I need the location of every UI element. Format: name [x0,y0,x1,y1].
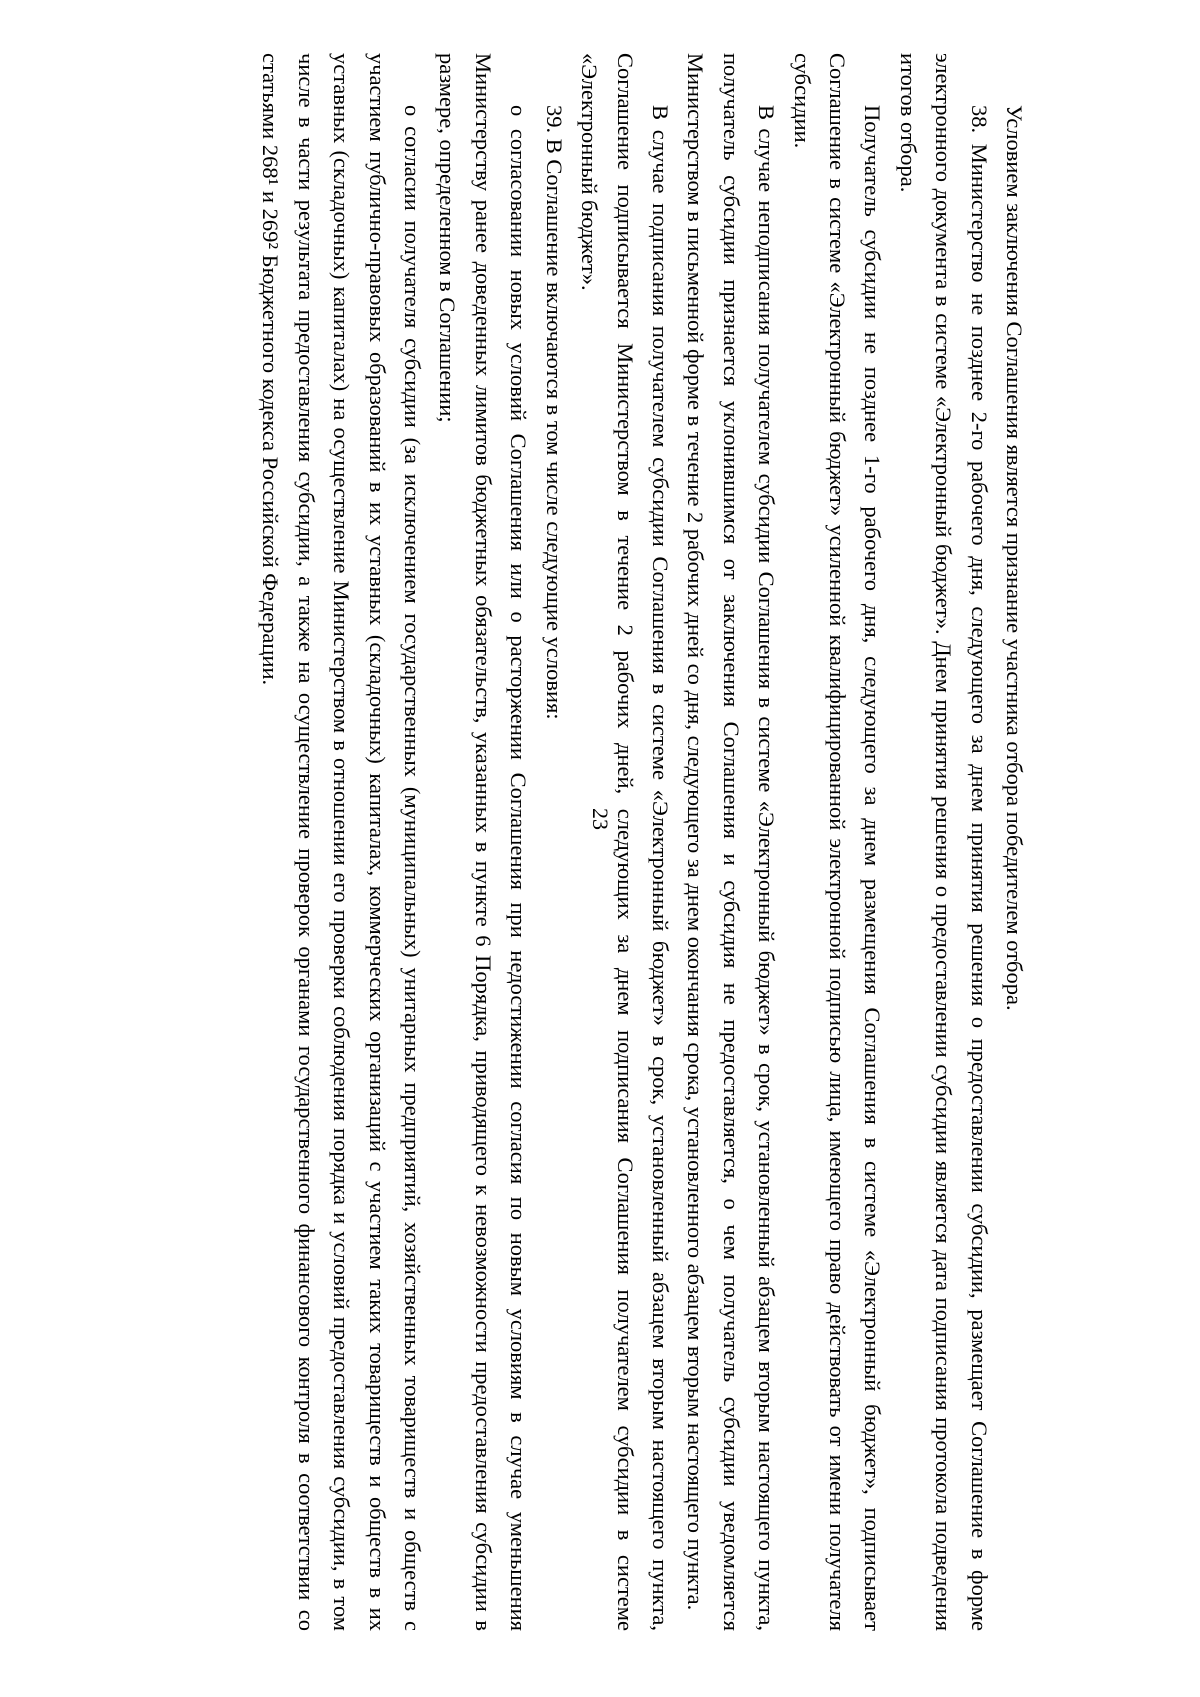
paragraph-non-signing: В случае неподписания получателем субсидии Соглашения в системе «Электронный бюджет» в срок, установленный абзацем вторым настоящего пункта, получатель субсидии признается уклонившимся от заключения Соглашения и субсидия не предоставляется, о чем получатель субсидии уведомляется Министерством в письменной форме в течение 2 рабочих дней со дня, следующего за днем окончания срока, установленного абзацем вторым настоящего пункта. [683,53,780,1631]
paragraph-new-conditions: о согласовании новых условий Соглашения или о расторжении Соглашения при недостижении согласия по новым условиям в случае уменьшения Министерству ранее доведенных лимитов бюджетных обязательств, указанных в пункте 6 Порядка, приводящего к невозможности предоставления субсидии в размере, определенном в Соглашении; [435,53,532,1631]
paragraph-clause-39: 39. В Соглашение включаются в том числе следующие условия: [541,105,567,720]
paragraph-recipient-signing: Получатель субсидии не позднее 1-го рабочего дня, следующего за днем размещения Соглашения в системе «Электронный бюджет», подписывает Соглашение в системе «Электронный бюджет» усиленной квалифицированной электронной подписью лица, имеющего право действовать от имени получателя субсидии. [789,53,886,1631]
paragraph-condition: Условием заключения Соглашения является признание участника отбора победителем отбора. [1002,105,1027,1011]
document-body [150,53,1032,1631]
document-body-frame [150,53,1032,1631]
paragraph-signing: В случае подписания получателем субсидии Соглашения в системе «Электронный бюджет» в срок, установленный абзацем вторым настоящего пункта, Соглашение подписывается Министерством в течение 2 рабочих дней, следующих за днем подписания Соглашения получателем субсидии в системе «Электронный бюджет». [577,53,673,1631]
paragraph-consent: о согласии получателя субсидии (за исключением государственных (муниципальных) унитарных предприятий, хозяйственных товариществ и обществ с участием публично-правовых образований в их уставных (складочных) капиталах, коммерческих организаций с участием таких товариществ и обществ в их уставных (складочных) капиталах) на осуществление Министерством в отношении его проверки соблюдения порядка и условий предоставления субсидии, в том числе в части результата предоставления субсидии, а также на осуществление проверок органами государственного финансового контроля в соответствии со статьями 268¹ и 269² Бюджетного кодекса Российской Федерации. [258,53,426,1631]
page-number: 23 [588,808,613,830]
paragraph-clause-38: 38. Министерство не позднее 2-го рабочего дня, следующего за днем принятия решения о предоставлении субсидии, размещает Соглашение в форме электронного документа в системе «Электронный бюджет». Днем принятия решения о предоставлении субсидии является дата подписания протокола подведения итогов отбора. [895,53,992,1631]
